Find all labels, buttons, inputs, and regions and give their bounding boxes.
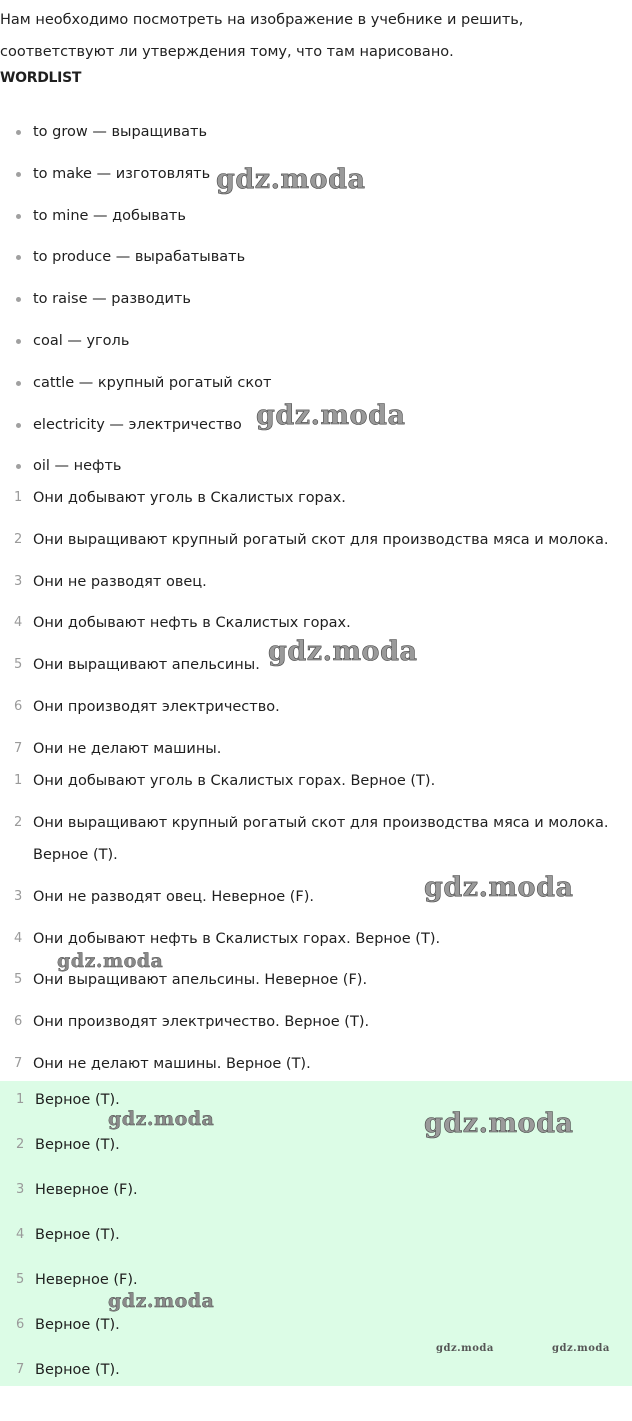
answer-text: Они выращивают апельсины. Неверное (F). (33, 972, 368, 989)
item-number: 4 (16, 1227, 25, 1242)
wordlist-entry: coal — уголь (33, 332, 130, 349)
answers-full-list (0, 771, 632, 1096)
watermark: gdz.moda (108, 1108, 215, 1130)
list-item (0, 572, 632, 614)
watermark: gdz.moda (108, 1290, 215, 1312)
list-item (0, 697, 632, 739)
answer-text: Они не разводят овец. Неверное (F). (33, 888, 315, 905)
wordlist-entry: to mine — добывать (33, 207, 186, 224)
item-number: 1 (14, 490, 23, 505)
watermark: gdz.moda (57, 950, 164, 972)
list-item (0, 331, 632, 373)
list-item (0, 206, 632, 248)
answer-text: Они добывают уголь в Скалистых горах. Верное (T). (33, 773, 436, 789)
question-text: Они не делают машины. (33, 740, 222, 757)
item-number: 6 (14, 1014, 23, 1030)
wordlist-entry: to make — изготовлять (33, 165, 211, 182)
item-number: 4 (14, 930, 23, 946)
answer-short-text: Верное (T). (35, 1227, 120, 1243)
list-item (0, 970, 632, 1012)
bullet-icon (16, 464, 21, 469)
item-number: 1 (14, 773, 23, 788)
item-number: 2 (16, 1137, 25, 1152)
item-number: 3 (16, 1182, 25, 1197)
questions-list (0, 488, 632, 781)
wordlist-entry: to produce — вырабатывать (33, 249, 246, 266)
answer-short-text: Верное (T). (35, 1362, 120, 1378)
item-number: 5 (14, 972, 23, 988)
item-number: 3 (14, 888, 23, 904)
watermark: gdz.moda (216, 164, 366, 195)
answer-short-text: Верное (T). (35, 1137, 120, 1153)
answer-short-text: Неверное (F). (35, 1272, 138, 1288)
question-text: Они выращивают крупный рогатый скот для производства мяса и молока. (33, 531, 609, 548)
bullet-icon (16, 381, 21, 386)
watermark: gdz.moda (424, 1108, 574, 1139)
item-number: 2 (14, 531, 23, 547)
item-number: 7 (14, 1055, 23, 1071)
bullet-icon (16, 255, 21, 260)
answer-text: Они производят электричество. Верное (T). (33, 1014, 370, 1031)
list-item (0, 289, 632, 331)
wordlist-entry: to grow — выращивать (33, 124, 208, 140)
bullet-icon (16, 297, 21, 302)
item-number: 2 (14, 814, 23, 830)
item-number: 5 (16, 1272, 25, 1287)
item-number: 7 (14, 740, 23, 756)
question-text: Они выращивают апельсины. (33, 657, 260, 674)
answer-text: Они не делают машины. Верное (T). (33, 1055, 311, 1072)
wordlist-entry: to raise — разводить (33, 291, 191, 308)
watermark: gdz.moda (256, 400, 406, 431)
wordlist-heading: WORDLIST (0, 70, 82, 86)
wordlist-entry: electricity — электричество (33, 416, 242, 433)
question-text: Они добывают уголь в Скалистых горах. (33, 490, 346, 506)
item-number: 3 (14, 573, 23, 589)
answer-short-text: Неверное (F). (35, 1182, 138, 1198)
question-text: Они добывают нефть в Скалистых горах. (33, 615, 351, 632)
question-text: Они не разводят овец. (33, 573, 207, 590)
watermark: gdz.moda (268, 636, 418, 667)
answer-text: Они выращивают крупный рогатый скот для производства мяса и молока. Верное (T). (33, 814, 609, 863)
list-item (0, 122, 632, 164)
watermark: gdz.moda (552, 1343, 610, 1354)
wordlist-entry: oil — нефть (33, 458, 122, 475)
bullet-icon (16, 423, 21, 428)
list-item (0, 1270, 632, 1315)
answer-short-text: Верное (T). (35, 1092, 120, 1108)
intro-text: Нам необходимо посмотреть на изображение в учебнике и решить, соответствуют ли утверждения тому, что там нарисовано. (0, 12, 524, 60)
list-item (0, 530, 632, 572)
bullet-icon (16, 339, 21, 344)
item-number: 5 (14, 657, 23, 673)
wordlist-entry: cattle — крупный рогатый скот (33, 374, 272, 391)
bullet-icon (16, 214, 21, 219)
list-item (0, 1012, 632, 1054)
answer-short-text: Верное (T). (35, 1317, 120, 1333)
watermark: gdz.moda (436, 1343, 494, 1354)
bullet-icon (16, 172, 21, 177)
list-item (0, 1315, 632, 1360)
question-text: Они производят электричество. (33, 698, 280, 715)
watermark: gdz.moda (424, 872, 574, 903)
item-number: 1 (16, 1092, 25, 1107)
item-number: 7 (16, 1362, 25, 1377)
list-item (0, 1135, 632, 1180)
item-number: 6 (16, 1317, 25, 1332)
list-item (0, 1360, 632, 1405)
list-item (0, 247, 632, 289)
list-item (0, 488, 632, 530)
item-number: 4 (14, 615, 23, 631)
list-item (0, 1180, 632, 1225)
answer-text: Они добывают нефть в Скалистых горах. Верное (T). (33, 930, 441, 947)
item-number: 6 (14, 698, 23, 714)
list-item (0, 1225, 632, 1270)
bullet-icon (16, 130, 21, 135)
